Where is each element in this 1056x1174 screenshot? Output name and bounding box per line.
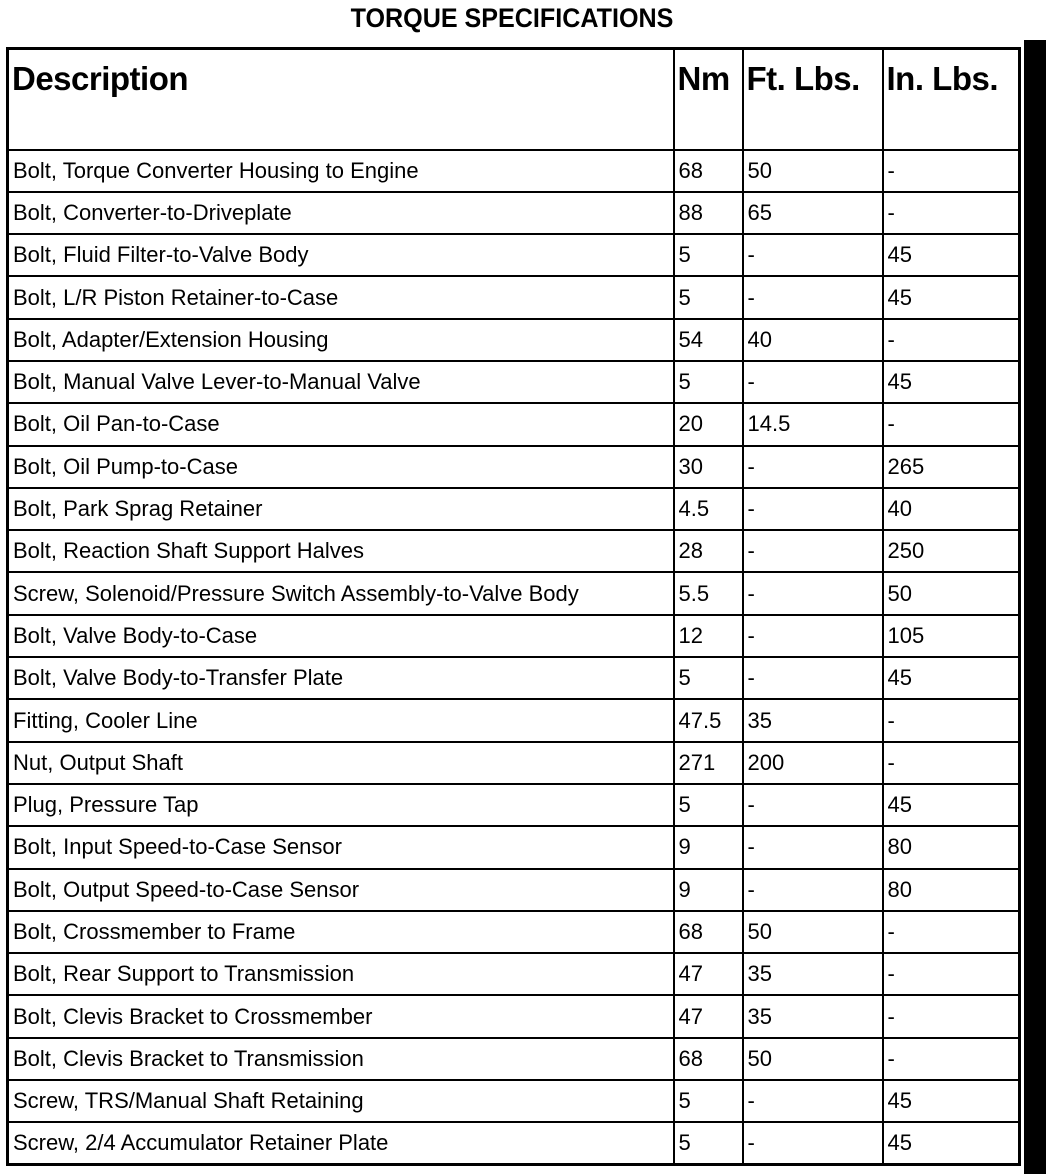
page-title: TORQUE SPECIFICATIONS (350, 3, 674, 33)
cell-ft-lbs: 40 (743, 319, 883, 361)
table-row (8, 826, 1020, 868)
table-row (8, 192, 1020, 234)
cell-in-lbs: - (883, 192, 1020, 234)
cell-in-lbs: - (883, 319, 1020, 361)
cell-ft-lbs: - (743, 572, 883, 614)
cell-nm: 5 (674, 784, 743, 826)
table-row (8, 784, 1020, 826)
cell-ft-lbs: - (743, 446, 883, 488)
table-row (8, 234, 1020, 276)
table-row (8, 403, 1020, 445)
cell-ft-lbs: - (743, 488, 883, 530)
cell-ft-lbs: 14.5 (743, 403, 883, 445)
cell-in-lbs: 45 (883, 276, 1020, 318)
header-ft-lbs: Ft. Lbs. (743, 49, 883, 150)
cell-nm: 271 (674, 742, 743, 784)
table-row (8, 572, 1020, 614)
cell-description: Plug, Pressure Tap (8, 784, 674, 826)
table-row (8, 742, 1020, 784)
cell-description: Screw, Solenoid/Pressure Switch Assembly-to-Valve Body (8, 572, 674, 614)
cell-in-lbs: 45 (883, 657, 1020, 699)
cell-description: Bolt, Input Speed-to-Case Sensor (8, 826, 674, 868)
cell-in-lbs: 105 (883, 615, 1020, 657)
cell-description: Bolt, L/R Piston Retainer-to-Case (8, 276, 674, 318)
cell-ft-lbs: - (743, 869, 883, 911)
cell-nm: 5 (674, 1122, 743, 1164)
cell-description: Bolt, Valve Body-to-Case (8, 615, 674, 657)
table-row (8, 319, 1020, 361)
cell-in-lbs: - (883, 699, 1020, 741)
cell-description: Bolt, Clevis Bracket to Crossmember (8, 995, 674, 1037)
cell-description: Screw, 2/4 Accumulator Retainer Plate (8, 1122, 674, 1164)
cell-in-lbs: 40 (883, 488, 1020, 530)
cell-nm: 12 (674, 615, 743, 657)
table-row (8, 911, 1020, 953)
cell-nm: 5 (674, 276, 743, 318)
cell-description: Nut, Output Shaft (8, 742, 674, 784)
cell-in-lbs: 45 (883, 784, 1020, 826)
cell-in-lbs: - (883, 1038, 1020, 1080)
cell-description: Bolt, Park Sprag Retainer (8, 488, 674, 530)
cell-nm: 88 (674, 192, 743, 234)
cell-ft-lbs: - (743, 1122, 883, 1164)
table-row (8, 699, 1020, 741)
cell-nm: 5 (674, 1080, 743, 1122)
cell-nm: 47 (674, 995, 743, 1037)
cell-ft-lbs: 50 (743, 1038, 883, 1080)
cell-description: Bolt, Output Speed-to-Case Sensor (8, 869, 674, 911)
cell-nm: 54 (674, 319, 743, 361)
cell-in-lbs: - (883, 995, 1020, 1037)
table-row (8, 615, 1020, 657)
cell-nm: 5.5 (674, 572, 743, 614)
cell-description: Fitting, Cooler Line (8, 699, 674, 741)
cell-description: Bolt, Crossmember to Frame (8, 911, 674, 953)
table-header-row (8, 49, 1020, 150)
cell-in-lbs: 45 (883, 1122, 1020, 1164)
cell-ft-lbs: - (743, 784, 883, 826)
cell-nm: 4.5 (674, 488, 743, 530)
cell-nm: 47 (674, 953, 743, 995)
cell-description: Bolt, Reaction Shaft Support Halves (8, 530, 674, 572)
cell-nm: 9 (674, 826, 743, 868)
cell-in-lbs: 265 (883, 446, 1020, 488)
cell-ft-lbs: 35 (743, 953, 883, 995)
torque-spec-table (6, 47, 1021, 1166)
cell-ft-lbs: - (743, 1080, 883, 1122)
cell-description: Bolt, Oil Pump-to-Case (8, 446, 674, 488)
cell-description: Bolt, Clevis Bracket to Transmission (8, 1038, 674, 1080)
cell-ft-lbs: - (743, 657, 883, 699)
table-row (8, 488, 1020, 530)
table-row (8, 953, 1020, 995)
cell-description: Bolt, Fluid Filter-to-Valve Body (8, 234, 674, 276)
header-in-lbs: In. Lbs. (883, 49, 1020, 150)
table-row (8, 869, 1020, 911)
cell-in-lbs: 80 (883, 869, 1020, 911)
cell-in-lbs: 50 (883, 572, 1020, 614)
cell-in-lbs: 80 (883, 826, 1020, 868)
cell-in-lbs: - (883, 953, 1020, 995)
cell-ft-lbs: - (743, 276, 883, 318)
table-row (8, 1122, 1020, 1164)
cell-nm: 47.5 (674, 699, 743, 741)
table-row (8, 150, 1020, 192)
cell-nm: 28 (674, 530, 743, 572)
table-row (8, 446, 1020, 488)
cell-ft-lbs: - (743, 361, 883, 403)
cell-ft-lbs: - (743, 234, 883, 276)
cell-description: Bolt, Oil Pan-to-Case (8, 403, 674, 445)
table-row (8, 995, 1020, 1037)
table-body (8, 150, 1020, 1165)
page-edge-bar (1024, 40, 1046, 1174)
header-description: Description (8, 49, 674, 150)
cell-in-lbs: - (883, 911, 1020, 953)
cell-nm: 5 (674, 234, 743, 276)
cell-description: Bolt, Adapter/Extension Housing (8, 319, 674, 361)
cell-description: Bolt, Torque Converter Housing to Engine (8, 150, 674, 192)
cell-in-lbs: 45 (883, 1080, 1020, 1122)
table-row (8, 657, 1020, 699)
table-row (8, 1080, 1020, 1122)
cell-description: Bolt, Rear Support to Transmission (8, 953, 674, 995)
cell-description: Bolt, Valve Body-to-Transfer Plate (8, 657, 674, 699)
cell-nm: 30 (674, 446, 743, 488)
cell-ft-lbs: 200 (743, 742, 883, 784)
header-nm: Nm (674, 49, 743, 150)
cell-ft-lbs: - (743, 615, 883, 657)
cell-in-lbs: 45 (883, 234, 1020, 276)
table-row (8, 1038, 1020, 1080)
cell-in-lbs: - (883, 403, 1020, 445)
cell-ft-lbs: 65 (743, 192, 883, 234)
cell-nm: 68 (674, 911, 743, 953)
cell-nm: 5 (674, 361, 743, 403)
cell-description: Screw, TRS/Manual Shaft Retaining (8, 1080, 674, 1122)
cell-ft-lbs: 35 (743, 699, 883, 741)
cell-in-lbs: 45 (883, 361, 1020, 403)
cell-in-lbs: 250 (883, 530, 1020, 572)
cell-in-lbs: - (883, 150, 1020, 192)
cell-description: Bolt, Converter-to-Driveplate (8, 192, 674, 234)
cell-ft-lbs: - (743, 530, 883, 572)
cell-ft-lbs: 50 (743, 911, 883, 953)
cell-ft-lbs: - (743, 826, 883, 868)
cell-ft-lbs: 50 (743, 150, 883, 192)
cell-nm: 5 (674, 657, 743, 699)
cell-nm: 68 (674, 1038, 743, 1080)
cell-nm: 20 (674, 403, 743, 445)
table-row (8, 361, 1020, 403)
table-row (8, 276, 1020, 318)
cell-ft-lbs: 35 (743, 995, 883, 1037)
cell-nm: 9 (674, 869, 743, 911)
cell-description: Bolt, Manual Valve Lever-to-Manual Valve (8, 361, 674, 403)
cell-nm: 68 (674, 150, 743, 192)
cell-in-lbs: - (883, 742, 1020, 784)
table-row (8, 530, 1020, 572)
